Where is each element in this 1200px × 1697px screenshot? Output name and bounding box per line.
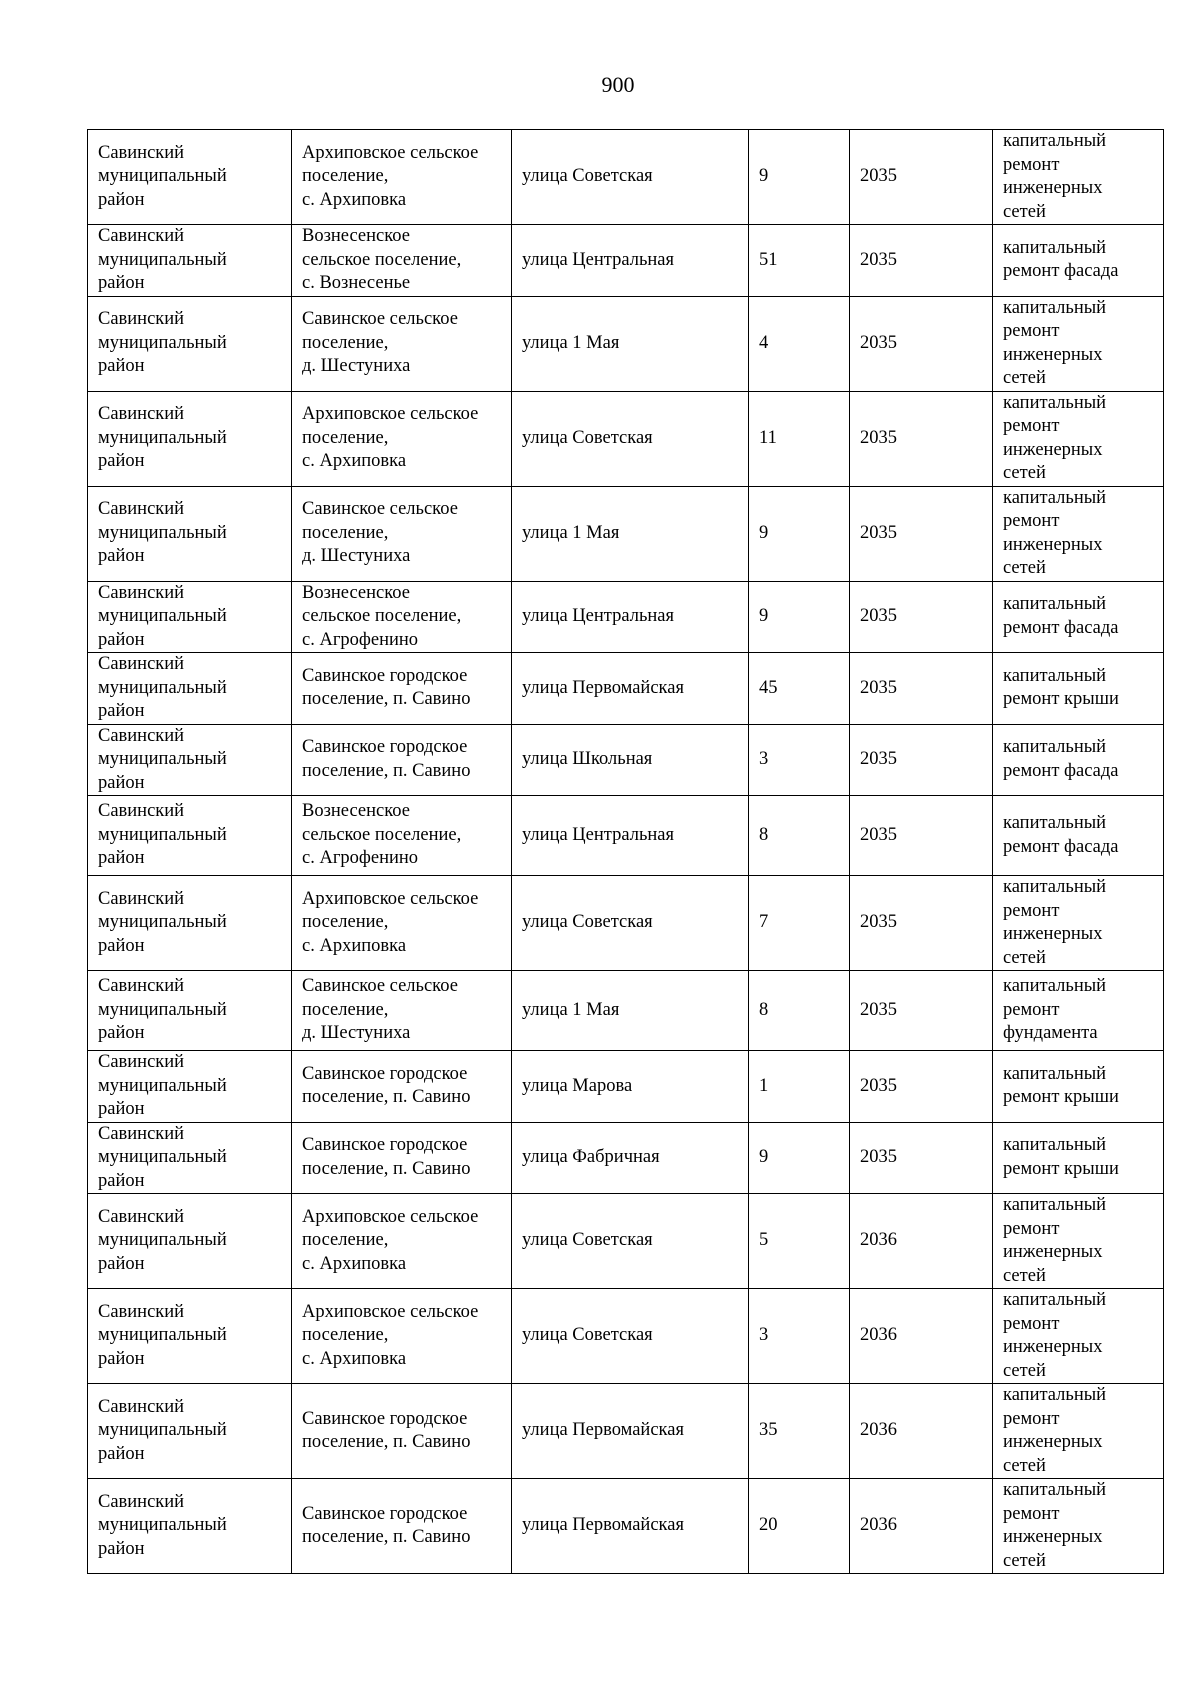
table-row (88, 296, 1164, 391)
table-row (88, 1051, 1164, 1123)
street-cell: улица Марова (512, 1051, 749, 1123)
district-cell: Савинский муниципальный район (88, 1051, 292, 1123)
work-type-cell: капитальный ремонт фасада (993, 581, 1164, 653)
district-cell: Савинский муниципальный район (88, 130, 292, 225)
district-cell: Савинский муниципальный район (88, 1384, 292, 1479)
settlement-cell: Савинское городское поселение, п. Савино (292, 1479, 512, 1574)
settlement-cell: Савинское городское поселение, п. Савино (292, 1122, 512, 1194)
table-row (88, 130, 1164, 225)
settlement-cell: Архиповское сельское поселение, с. Архиповка (292, 391, 512, 486)
table-body (88, 130, 1164, 1574)
house-number-cell: 51 (749, 225, 850, 297)
house-number-cell: 3 (749, 724, 850, 796)
year-cell: 2035 (850, 581, 993, 653)
year-cell: 2036 (850, 1384, 993, 1479)
year-cell: 2035 (850, 653, 993, 725)
district-cell: Савинский муниципальный район (88, 1194, 292, 1289)
district-cell: Савинский муниципальный район (88, 796, 292, 876)
district-cell: Савинский муниципальный район (88, 225, 292, 297)
year-cell: 2035 (850, 1051, 993, 1123)
settlement-cell: Савинское городское поселение, п. Савино (292, 653, 512, 725)
year-cell: 2035 (850, 971, 993, 1051)
table-row (88, 724, 1164, 796)
year-cell: 2035 (850, 225, 993, 297)
work-type-cell: капитальный ремонт инженерных сетей (993, 1289, 1164, 1384)
street-cell: улица Центральная (512, 225, 749, 297)
settlement-cell: Архиповское сельское поселение, с. Архиповка (292, 1194, 512, 1289)
street-cell: улица Советская (512, 1289, 749, 1384)
settlement-cell: Савинское городское поселение, п. Савино (292, 1384, 512, 1479)
settlement-cell: Савинское сельское поселение, д. Шестуниха (292, 971, 512, 1051)
table-row (88, 653, 1164, 725)
settlement-cell: Савинское сельское поселение, д. Шестуниха (292, 486, 512, 581)
street-cell: улица Советская (512, 876, 749, 971)
year-cell: 2035 (850, 130, 993, 225)
house-number-cell: 20 (749, 1479, 850, 1574)
table-row (88, 876, 1164, 971)
year-cell: 2035 (850, 1122, 993, 1194)
street-cell: улица 1 Мая (512, 486, 749, 581)
work-type-cell: капитальный ремонт инженерных сетей (993, 1194, 1164, 1289)
settlement-cell: Вознесенское сельское поселение, с. Агрофенино (292, 796, 512, 876)
district-cell: Савинский муниципальный район (88, 391, 292, 486)
work-type-cell: капитальный ремонт фундамента (993, 971, 1164, 1051)
house-number-cell: 5 (749, 1194, 850, 1289)
settlement-cell: Архиповское сельское поселение, с. Архиповка (292, 1289, 512, 1384)
house-number-cell: 8 (749, 796, 850, 876)
year-cell: 2035 (850, 796, 993, 876)
year-cell: 2035 (850, 876, 993, 971)
table-row (88, 1122, 1164, 1194)
table-row (88, 1384, 1164, 1479)
district-cell: Савинский муниципальный район (88, 1479, 292, 1574)
district-cell: Савинский муниципальный район (88, 1289, 292, 1384)
street-cell: улица Школьная (512, 724, 749, 796)
street-cell: улица Центральная (512, 796, 749, 876)
table-row (88, 1289, 1164, 1384)
house-number-cell: 1 (749, 1051, 850, 1123)
house-number-cell: 8 (749, 971, 850, 1051)
settlement-cell: Савинское городское поселение, п. Савино (292, 724, 512, 796)
settlement-cell: Архиповское сельское поселение, с. Архиповка (292, 130, 512, 225)
district-cell: Савинский муниципальный район (88, 486, 292, 581)
street-cell: улица Фабричная (512, 1122, 749, 1194)
street-cell: улица Советская (512, 391, 749, 486)
street-cell: улица 1 Мая (512, 971, 749, 1051)
work-type-cell: капитальный ремонт фасада (993, 225, 1164, 297)
work-type-cell: капитальный ремонт инженерных сетей (993, 876, 1164, 971)
house-number-cell: 11 (749, 391, 850, 486)
settlement-cell: Савинское городское поселение, п. Савино (292, 1051, 512, 1123)
settlement-cell: Вознесенское сельское поселение, с. Вознесенье (292, 225, 512, 297)
work-type-cell: капитальный ремонт крыши (993, 653, 1164, 725)
street-cell: улица Центральная (512, 581, 749, 653)
work-type-cell: капитальный ремонт фасада (993, 724, 1164, 796)
work-type-cell: капитальный ремонт крыши (993, 1122, 1164, 1194)
house-number-cell: 35 (749, 1384, 850, 1479)
house-number-cell: 9 (749, 130, 850, 225)
street-cell: улица Первомайская (512, 1479, 749, 1574)
table-row (88, 971, 1164, 1051)
district-cell: Савинский муниципальный район (88, 581, 292, 653)
street-cell: улица Советская (512, 1194, 749, 1289)
year-cell: 2036 (850, 1289, 993, 1384)
page-number: 900 (601, 72, 635, 97)
settlement-cell: Савинское сельское поселение, д. Шестуниха (292, 296, 512, 391)
table-row (88, 796, 1164, 876)
housing-repair-table (87, 129, 1164, 1574)
table-row (88, 581, 1164, 653)
table-row (88, 391, 1164, 486)
table-row (88, 225, 1164, 297)
year-cell: 2036 (850, 1194, 993, 1289)
year-cell: 2036 (850, 1479, 993, 1574)
table-row (88, 1194, 1164, 1289)
work-type-cell: капитальный ремонт инженерных сетей (993, 486, 1164, 581)
street-cell: улица 1 Мая (512, 296, 749, 391)
work-type-cell: капитальный ремонт фасада (993, 796, 1164, 876)
street-cell: улица Первомайская (512, 653, 749, 725)
house-number-cell: 9 (749, 581, 850, 653)
work-type-cell: капитальный ремонт крыши (993, 1051, 1164, 1123)
district-cell: Савинский муниципальный район (88, 296, 292, 391)
table-row (88, 1479, 1164, 1574)
house-number-cell: 7 (749, 876, 850, 971)
year-cell: 2035 (850, 296, 993, 391)
house-number-cell: 3 (749, 1289, 850, 1384)
house-number-cell: 9 (749, 486, 850, 581)
district-cell: Савинский муниципальный район (88, 876, 292, 971)
street-cell: улица Первомайская (512, 1384, 749, 1479)
work-type-cell: капитальный ремонт инженерных сетей (993, 1384, 1164, 1479)
street-cell: улица Советская (512, 130, 749, 225)
work-type-cell: капитальный ремонт инженерных сетей (993, 296, 1164, 391)
work-type-cell: капитальный ремонт инженерных сетей (993, 130, 1164, 225)
settlement-cell: Вознесенское сельское поселение, с. Агрофенино (292, 581, 512, 653)
settlement-cell: Архиповское сельское поселение, с. Архиповка (292, 876, 512, 971)
district-cell: Савинский муниципальный район (88, 971, 292, 1051)
year-cell: 2035 (850, 724, 993, 796)
year-cell: 2035 (850, 486, 993, 581)
district-cell: Савинский муниципальный район (88, 724, 292, 796)
district-cell: Савинский муниципальный район (88, 1122, 292, 1194)
table-row (88, 486, 1164, 581)
district-cell: Савинский муниципальный район (88, 653, 292, 725)
work-type-cell: капитальный ремонт инженерных сетей (993, 1479, 1164, 1574)
house-number-cell: 45 (749, 653, 850, 725)
year-cell: 2035 (850, 391, 993, 486)
house-number-cell: 9 (749, 1122, 850, 1194)
house-number-cell: 4 (749, 296, 850, 391)
work-type-cell: капитальный ремонт инженерных сетей (993, 391, 1164, 486)
